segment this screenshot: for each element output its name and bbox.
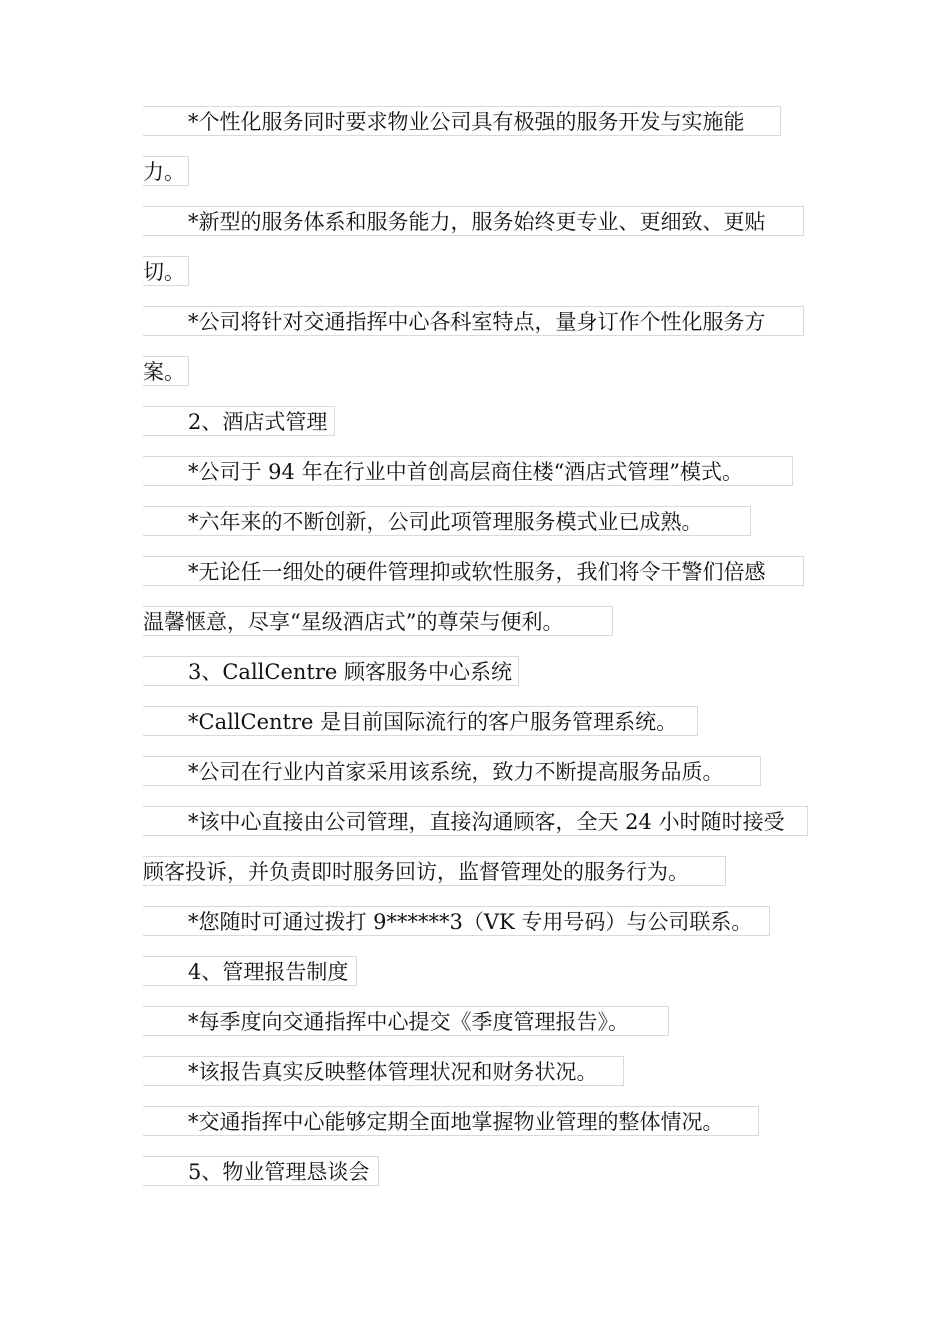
- text-line: *CallCentre 是目前国际流行的客户服务管理系统。: [143, 706, 698, 736]
- text-line: *公司于 94 年在行业中首创高层商住楼“酒店式管理”模式。: [143, 456, 793, 486]
- text-line: *该报告真实反映整体管理状况和财务状况。: [143, 1056, 624, 1086]
- text-line: 案。: [143, 356, 189, 386]
- text-line: *公司在行业内首家采用该系统，致力不断提高服务品质。: [143, 756, 761, 786]
- text-line: 力。: [143, 156, 189, 186]
- text-line: *您随时可通过拨打 9******3（VK 专用号码）与公司联系。: [143, 906, 770, 936]
- text-line: *每季度向交通指挥中心提交《季度管理报告》。: [143, 1006, 669, 1036]
- text-line: *公司将针对交通指挥中心各科室特点，量身订作个性化服务方: [143, 306, 804, 336]
- text-line: *无论任一细处的硬件管理抑或软性服务，我们将令干警们倍感: [143, 556, 804, 586]
- text-line: 顾客投诉，并负责即时服务回访，监督管理处的服务行为。: [143, 856, 726, 886]
- section-heading: 3、CallCentre 顾客服务中心系统: [143, 656, 519, 686]
- text-line: *该中心直接由公司管理，直接沟通顾客，全天 24 小时随时接受: [143, 806, 808, 836]
- section-heading: 4、管理报告制度: [143, 956, 357, 986]
- text-line: 切。: [143, 256, 189, 286]
- text-line: *新型的服务体系和服务能力，服务始终更专业、更细致、更贴: [143, 206, 804, 236]
- section-heading: 5、物业管理恳谈会: [143, 1156, 379, 1186]
- text-line: *个性化服务同时要求物业公司具有极强的服务开发与实施能: [143, 106, 781, 136]
- text-line: *六年来的不断创新，公司此项管理服务模式业已成熟。: [143, 506, 751, 536]
- text-line: *交通指挥中心能够定期全面地掌握物业管理的整体情况。: [143, 1106, 759, 1136]
- text-line: 温馨惬意，尽享“星级酒店式”的尊荣与便利。: [143, 606, 613, 636]
- section-heading: 2、酒店式管理: [143, 406, 335, 436]
